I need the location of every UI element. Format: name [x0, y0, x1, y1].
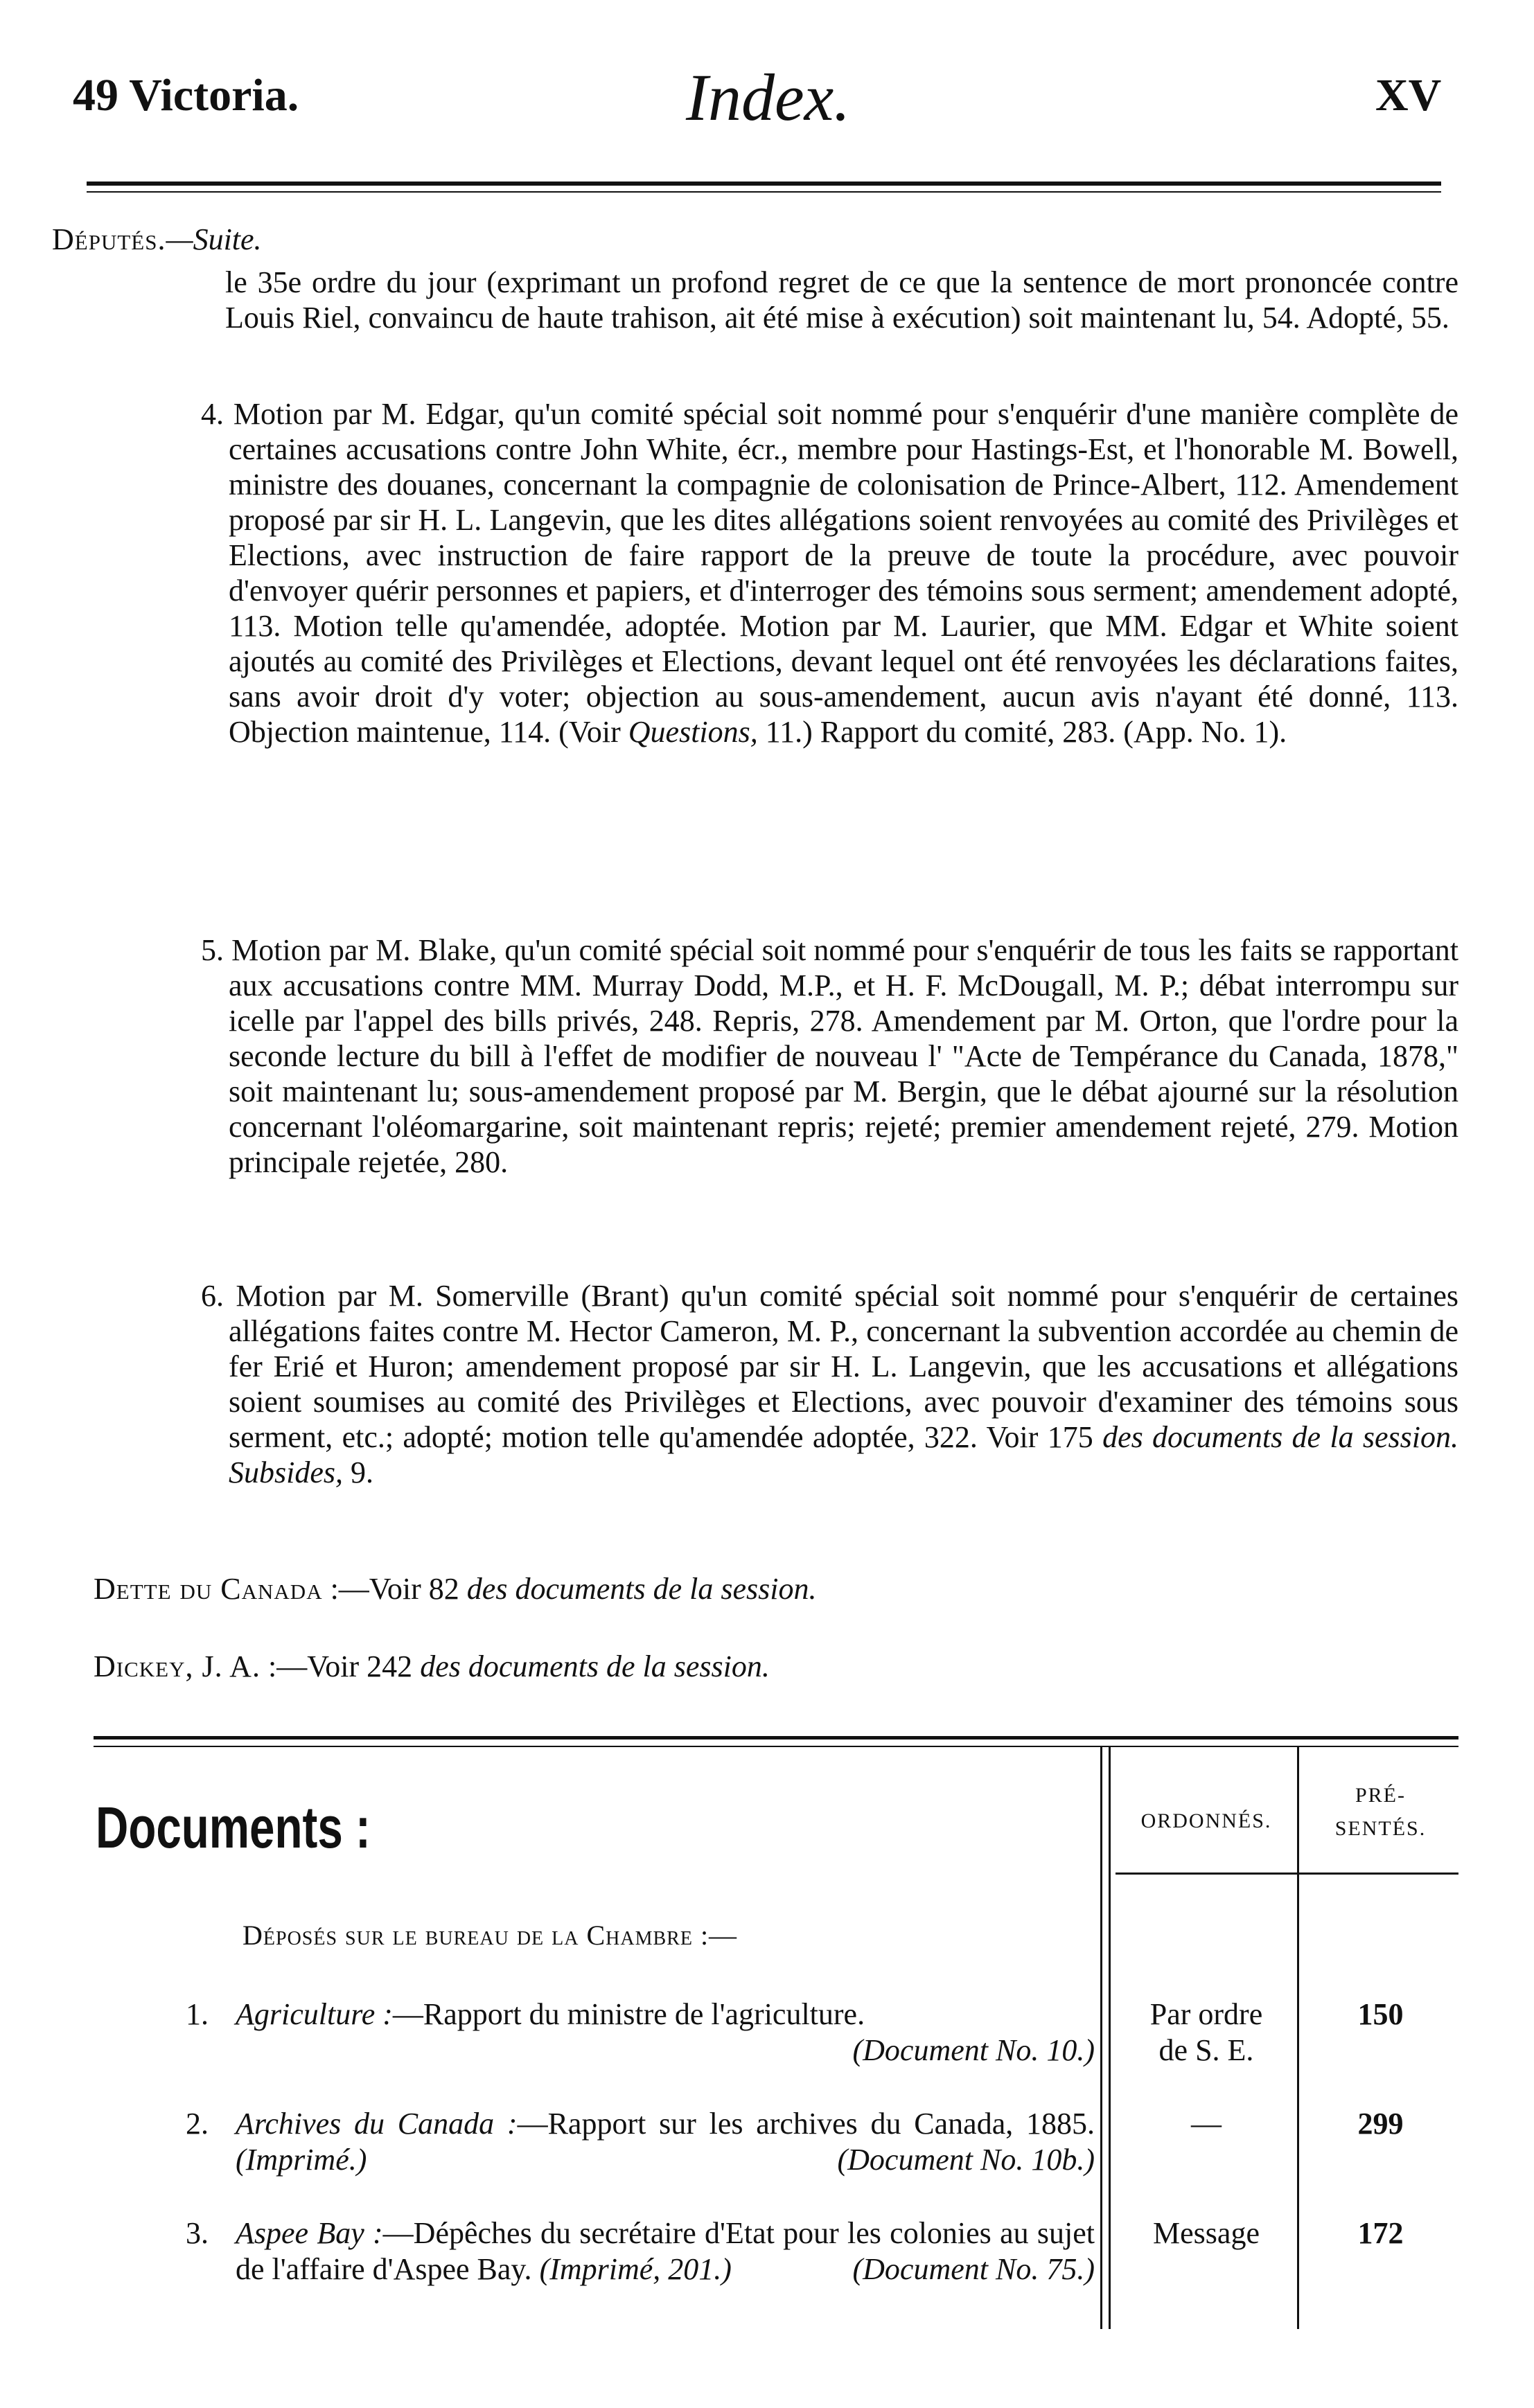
entry-label: Dickey, J. A.: [94, 1649, 261, 1683]
document-entry-number: 2.: [186, 2107, 209, 2141]
item-italic: des documents de la session. Subsides,: [229, 1420, 1459, 1489]
document-reference: (Document No. 75.): [852, 2252, 1095, 2286]
running-header-left: 49 Victoria.: [73, 70, 299, 121]
documents-rule-thin: [94, 1746, 1458, 1747]
item-tail: 9.: [351, 1455, 373, 1489]
document-entry-number: 3.: [186, 2216, 209, 2250]
deputes-item-6: [201, 1278, 1459, 1490]
document-entry-1: [236, 1997, 1095, 2069]
header-rule-thick: [87, 182, 1441, 186]
ordonnes-cell: Message: [1153, 2216, 1260, 2250]
entry-label: Dette du Canada: [94, 1572, 323, 1606]
entry-italic: des documents de la session.: [466, 1572, 817, 1606]
column-header-presentes: [1303, 1779, 1458, 1845]
item-number: 5.: [201, 933, 224, 967]
column-header-rule: [1116, 1873, 1458, 1875]
item-number: 4.: [201, 397, 224, 431]
column-header-presentes-line1: PRÉ-: [1355, 1784, 1406, 1807]
entry-text: :—Voir 242: [267, 1649, 413, 1683]
column-header-ordonnes: ORDONNÉS.: [1140, 1809, 1272, 1832]
ordonnes-line2: de S. E.: [1158, 2033, 1254, 2067]
deputes-intro-paragraph: le 35e ordre du jour (exprimant un profond regret de ce que la sentence de mort prononcée contre Louis Riel, convaincu de haute trahison, ait été mise à exécution) soit maintenant lu, 54. Adopté, 55.: [225, 265, 1458, 335]
document-title: Archives du Canada :: [236, 2107, 518, 2141]
entry-dickey: [94, 1649, 770, 1684]
document-text: —Rapport sur les archives du Canada, 1885.: [517, 2107, 1095, 2141]
documents-rule-thick: [94, 1736, 1458, 1739]
header-rule-thin: [87, 191, 1441, 193]
ordonnes-cell: —: [1191, 2107, 1222, 2141]
document-entry-number: 1.: [186, 1997, 209, 2031]
item-text: Motion par M. Edgar, qu'un comité spécial soit nommé pour s'enquérir d'une manière complète de certaines accusations contre John White, écr., membre pour Hastings-Est, et l'honorable M. Bowell, ministre des douanes, concernant la compagnie de colonisation de Prince-Albert, 112. Amendement proposé par sir H. L. Langevin, que les dites allégations soient renvoyées au comité des Privilèges et Elections, avec instruction de faire rapport de la preuve de toute la procédure, avec pouvoir d'envoyer quérir personnes et papiers, et d'interroger des témoins sous serment; amendement adopté, 113. Motion telle qu'amendée, adoptée. Motion par M. Laurier, que MM. Edgar et White soient ajoutés au comité des Privilèges et Elections, devant lequel ont été renvoyées les déclarations faites, sans avoir droit d'y voter; objection au sous-amendement, aucun avis n'ayant été donné, 113. Objection maintenue, 114. (Voir: [229, 397, 1459, 749]
document-title: Agriculture :: [236, 1997, 393, 2031]
running-header-title: Index.: [686, 60, 851, 134]
deputes-item-4: [201, 396, 1459, 750]
item-text: Motion par M. Blake, qu'un comité spécial soit nommé pour s'enquérir de tous les faits se rapportant aux accusations contre MM. Murray Dodd, M.P., et H. F. McDougall, M. P.; débat interrompu sur icelle par l'appel des bills privés, 248. Repris, 278. Amendement par M. Orton, que l'ordre pour la seconde lecture du bill à l'effet de modifier de nouveau l' "Acte de Tempérance du Canada, 1878," soit maintenant lu; sous-amendement proposé par M. Bergin, que le débat ajourné sur la résolution concernant l'oléomargarine, soit maintenant repris; rejeté; premier amendement rejeté, 279. Motion principale rejetée, 280.: [229, 933, 1458, 1179]
section-heading-suite: —Suite.: [166, 222, 262, 256]
document-entry-3: [236, 2215, 1095, 2287]
column-header-presentes-line2: SENTÉS.: [1334, 1817, 1427, 1840]
presentes-cell: 299: [1357, 2107, 1404, 2141]
entry-italic: des documents de la session.: [420, 1649, 770, 1683]
entry-text: :—Voir 82: [330, 1572, 459, 1606]
section-heading-deputes: [52, 222, 262, 257]
item-number: 6.: [201, 1279, 224, 1313]
deputes-item-5: [201, 932, 1458, 1180]
column-divider-2: [1297, 1747, 1299, 2329]
item-text: Motion par M. Somerville (Brant) qu'un comité spécial soit nommé pour s'enquérir de certaines allégations faites contre M. Hector Cameron, M. P., concernant la subvention accordée au chemin de fer Erié et Huron; amendement proposé par sir H. L. Langevin, que les accusations et allégations soient soumises au comité des Privilèges et Elections, avec pouvoir d'examiner des témoins sous serment, etc.; adopté; motion telle qu'amendée adoptée, 322. Voir 175: [229, 1279, 1458, 1454]
presentes-cell: 150: [1357, 1997, 1404, 2031]
documents-title: Documents :: [96, 1795, 371, 1860]
document-text: —Dépêches du secrétaire d'Etat pour les colonies au sujet de l'affaire d'Aspee Bay.: [236, 2216, 1095, 2286]
presentes-cell: 172: [1357, 2216, 1404, 2250]
item-tail: 11.) Rapport du comité, 283. (App. No. 1).: [765, 715, 1287, 749]
section-heading-label: Députés.: [52, 222, 166, 256]
document-reference: (Document No. 10.): [852, 2033, 1095, 2067]
document-entry-2: [236, 2106, 1095, 2178]
entry-dette-du-canada: [94, 1571, 817, 1606]
document-text: —Rapport du ministre de l'agriculture.: [392, 1997, 865, 2031]
document-title: Aspee Bay :: [236, 2216, 383, 2250]
item-italic: Questions,: [628, 715, 758, 749]
column-divider-1a: [1100, 1747, 1102, 2329]
document-reference: (Document No. 10b.): [837, 2143, 1095, 2177]
document-imprime: (Imprimé.): [236, 2143, 367, 2177]
ordonnes-line1: Par ordre: [1149, 1997, 1263, 2031]
documents-subheading: Déposés sur le bureau de la Chambre :—: [243, 1920, 738, 1951]
document-imprime: (Imprimé, 201.): [539, 2252, 732, 2286]
ordonnes-cell: [1116, 1997, 1297, 2069]
column-divider-1b: [1109, 1747, 1111, 2329]
page-number: XV: [1375, 70, 1442, 121]
